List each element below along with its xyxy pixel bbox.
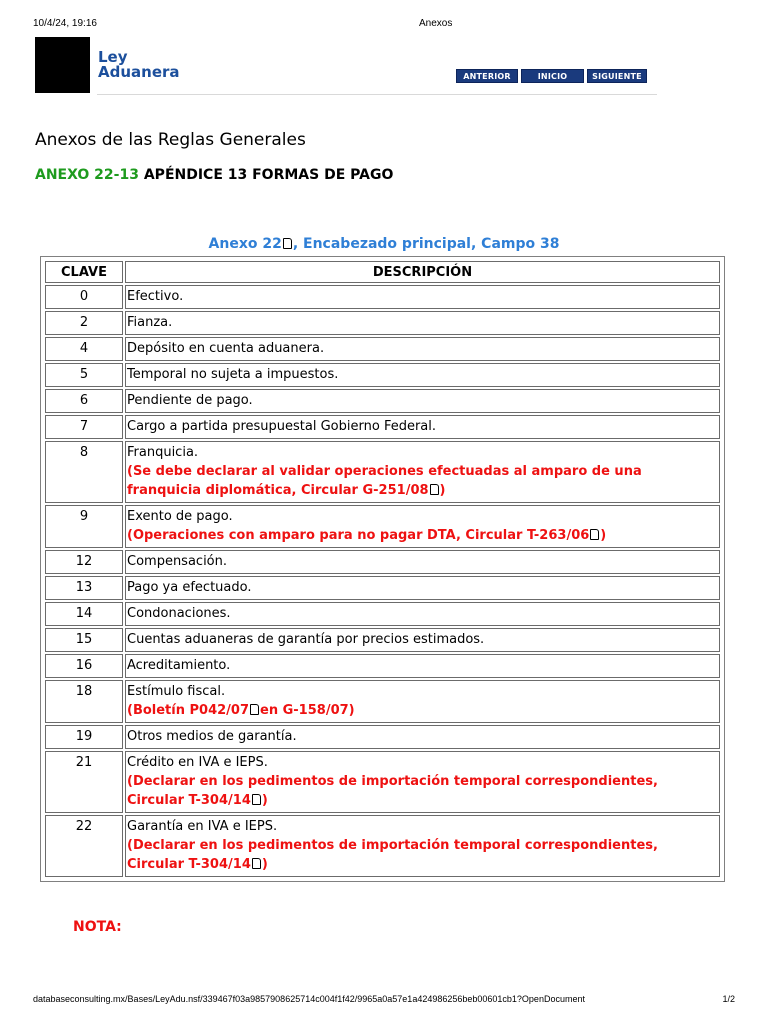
table-row <box>45 751 720 813</box>
clave-cell: 16 <box>45 654 123 678</box>
note-text-end: ) <box>600 528 607 543</box>
annex-subtitle: APÉNDICE 13 FORMAS DE PAGO <box>138 167 394 183</box>
clave-cell: 0 <box>45 285 123 309</box>
payment-forms-table <box>40 256 725 882</box>
table-row <box>45 654 720 678</box>
paperclip-icon[interactable] <box>430 484 439 495</box>
clave-cell: 14 <box>45 602 123 626</box>
paperclip-icon[interactable] <box>252 794 261 805</box>
description-text: Otros medios de garantía. <box>127 729 297 744</box>
clave-cell: 4 <box>45 337 123 361</box>
table-row <box>45 311 720 335</box>
page-number: 1/2 <box>722 994 735 1004</box>
table-row <box>45 285 720 309</box>
print-date: 10/4/24, 19:16 <box>33 18 97 29</box>
column-header-descripcion: DESCRIPCIÓN <box>125 261 720 283</box>
description-cell <box>125 550 720 574</box>
circular-note <box>127 462 719 500</box>
clave-cell: 9 <box>45 505 123 548</box>
description-cell <box>125 311 720 335</box>
print-title: Anexos <box>419 18 453 29</box>
clave-cell: 8 <box>45 441 123 503</box>
table-row <box>45 363 720 387</box>
table-body <box>45 285 720 877</box>
page-title: Anexos de las Reglas Generales <box>35 130 306 150</box>
clave-cell: 6 <box>45 389 123 413</box>
description-cell <box>125 285 720 309</box>
description-text: Pago ya efectuado. <box>127 580 252 595</box>
previous-button[interactable]: ANTERIOR <box>456 69 518 83</box>
print-header <box>33 18 735 32</box>
description-text: Temporal no sujeta a impuestos. <box>127 367 339 382</box>
logo-text[interactable] <box>98 50 180 80</box>
table-row <box>45 680 720 723</box>
description-text: Cargo a partida presupuestal Gobierno Federal. <box>127 419 437 434</box>
description-text: Garantía en IVA e IEPS. <box>127 819 278 834</box>
description-text: Condonaciones. <box>127 606 231 621</box>
table-row <box>45 725 720 749</box>
clave-cell: 2 <box>45 311 123 335</box>
description-cell <box>125 441 720 503</box>
description-cell <box>125 389 720 413</box>
clave-cell: 15 <box>45 628 123 652</box>
clave-cell: 22 <box>45 815 123 877</box>
circular-note <box>127 526 719 545</box>
note-text: (Se debe declarar al validar operaciones efectuadas al amparo de una franquicia diplomática, Circular G-251/08 <box>127 464 642 498</box>
table-caption <box>0 236 768 252</box>
table-row <box>45 576 720 600</box>
description-cell <box>125 505 720 548</box>
annex-code: ANEXO 22-13 <box>35 167 139 183</box>
description-cell <box>125 815 720 877</box>
print-url: databaseconsulting.mx/Bases/LeyAdu.nsf/339467f03a9857908625714c004f1f42/9965a0a57e1a424986256beb00601cb1?OpenDocument <box>33 994 585 1004</box>
table-row <box>45 389 720 413</box>
description-cell <box>125 602 720 626</box>
table-header-row <box>45 261 720 283</box>
description-text: Efectivo. <box>127 289 184 304</box>
caption-rest: , Encabezado principal, Campo 38 <box>292 236 560 252</box>
description-cell <box>125 725 720 749</box>
clave-cell: 13 <box>45 576 123 600</box>
note-text: (Boletín P042/07 <box>127 703 250 718</box>
description-text: Franquicia. <box>127 445 199 460</box>
note-text-end: ) <box>261 857 268 872</box>
paperclip-icon[interactable] <box>590 529 599 540</box>
description-text: Pendiente de pago. <box>127 393 253 408</box>
description-cell <box>125 680 720 723</box>
logo-line-1: Ley <box>98 48 128 66</box>
table-row <box>45 415 720 439</box>
description-cell <box>125 751 720 813</box>
clave-cell: 7 <box>45 415 123 439</box>
paperclip-icon[interactable] <box>283 238 292 249</box>
table-row <box>45 602 720 626</box>
note-text: (Operaciones con amparo para no pagar DTA, Circular T-263/06 <box>127 528 590 543</box>
column-header-clave: CLAVE <box>45 261 123 283</box>
logo-image <box>35 37 90 93</box>
home-button[interactable]: INICIO <box>521 69 584 83</box>
description-cell <box>125 337 720 361</box>
description-text: Compensación. <box>127 554 228 569</box>
logo-line-2: Aduanera <box>98 63 180 81</box>
description-text: Crédito en IVA e IEPS. <box>127 755 268 770</box>
note-text: (Declarar en los pedimentos de importación temporal correspondientes, Circular T-304/14 <box>127 774 658 808</box>
description-text: Cuentas aduaneras de garantía por precios estimados. <box>127 632 485 647</box>
clave-cell: 12 <box>45 550 123 574</box>
description-text: Fianza. <box>127 315 173 330</box>
description-text: Acreditamiento. <box>127 658 231 673</box>
header-divider <box>97 94 657 95</box>
note-text: (Declarar en los pedimentos de importación temporal correspondientes, Circular T-304/14 <box>127 838 658 872</box>
circular-note <box>127 836 719 874</box>
clave-cell: 5 <box>45 363 123 387</box>
table-row <box>45 815 720 877</box>
next-button[interactable]: SIGUIENTE <box>587 69 647 83</box>
description-text: Estímulo fiscal. <box>127 684 226 699</box>
circular-note <box>127 772 719 810</box>
nota-label: NOTA: <box>73 919 122 935</box>
table-row <box>45 441 720 503</box>
note-text-end: ) <box>261 793 268 808</box>
clave-cell: 21 <box>45 751 123 813</box>
description-cell <box>125 628 720 652</box>
annex-title <box>35 167 393 183</box>
table-row <box>45 337 720 361</box>
paperclip-icon[interactable] <box>252 858 261 869</box>
clave-cell: 18 <box>45 680 123 723</box>
description-cell <box>125 654 720 678</box>
table-row <box>45 505 720 548</box>
description-cell <box>125 576 720 600</box>
paperclip-icon[interactable] <box>250 704 259 715</box>
note-text-end: ) <box>439 483 446 498</box>
description-cell <box>125 363 720 387</box>
description-text: Depósito en cuenta aduanera. <box>127 341 325 356</box>
description-text: Exento de pago. <box>127 509 233 524</box>
description-cell <box>125 415 720 439</box>
clave-cell: 19 <box>45 725 123 749</box>
caption-link[interactable]: Anexo 22 <box>208 236 282 252</box>
table-row <box>45 550 720 574</box>
note-text-end: en G-158/07) <box>260 703 355 718</box>
circular-note <box>127 701 719 720</box>
table-row <box>45 628 720 652</box>
